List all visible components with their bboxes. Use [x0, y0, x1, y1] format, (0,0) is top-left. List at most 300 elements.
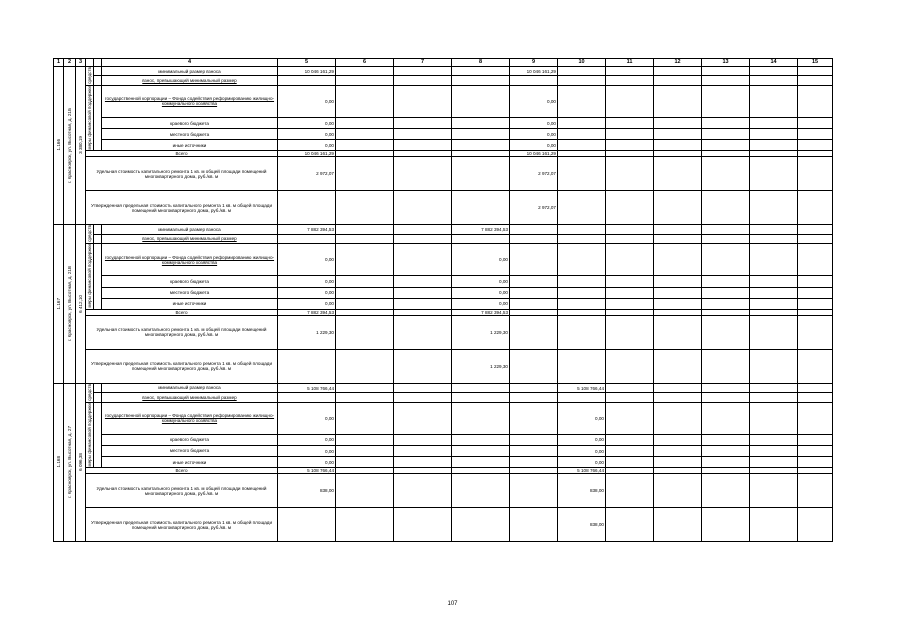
- header-row: [54, 59, 833, 67]
- value-cell: [394, 457, 452, 468]
- area-cell: [76, 225, 86, 383]
- item-label: взнос, превышающий минимальный размер: [102, 76, 278, 85]
- value-cell: [750, 298, 798, 309]
- value-cell: [702, 393, 750, 402]
- header-cell: 14: [750, 59, 798, 67]
- value-cell: [798, 67, 833, 76]
- value-cell: [750, 225, 798, 234]
- capital-repair-table: [53, 58, 833, 542]
- value-cell: [798, 508, 833, 542]
- support-cell: [86, 402, 94, 468]
- owners-funds-label: средств: [87, 67, 92, 84]
- value-cell: [510, 76, 558, 85]
- value-cell: [336, 474, 394, 508]
- value-cell: [336, 315, 394, 349]
- value-cell: [702, 157, 750, 191]
- value-cell: 0,00: [278, 434, 336, 445]
- subgroup-cell: [94, 402, 102, 468]
- item-label: Утвержденная предельная стоимость капитального ремонта 1 кв. м общей площади помещений многоквартирного дома, руб./кв. м: [86, 191, 278, 225]
- value-cell: [558, 276, 606, 287]
- subgroup-cell: [94, 393, 102, 402]
- item-label: местного бюджета: [102, 129, 278, 140]
- value-cell: [558, 118, 606, 129]
- owners-funds-label: средств: [87, 383, 92, 401]
- subgroup-cell: [94, 67, 102, 76]
- value-cell: [606, 298, 654, 309]
- value-cell: [336, 140, 394, 151]
- item-label: государственной корпорации – Фонда содействия реформированию жилищно-коммунального хозяйства: [102, 402, 278, 434]
- header-cell: 10: [558, 59, 606, 67]
- value-cell: [750, 191, 798, 225]
- table-row: [54, 140, 833, 151]
- value-cell: 0,00: [278, 276, 336, 287]
- value-cell: 0,00: [278, 244, 336, 276]
- item-label: местного бюджета: [102, 287, 278, 298]
- item-label: иные источники: [102, 298, 278, 309]
- table-row: [54, 276, 833, 287]
- value-cell: [278, 234, 336, 243]
- value-cell: [336, 383, 394, 392]
- header-cell: 2: [64, 59, 76, 67]
- value-cell: [654, 508, 702, 542]
- value-cell: [452, 445, 510, 456]
- value-cell: [510, 298, 558, 309]
- house-address: г. Красноярск, ул. Высотная, д. 21Б: [67, 107, 72, 183]
- value-cell: [606, 225, 654, 234]
- value-cell: 0,00: [278, 298, 336, 309]
- value-cell: [558, 298, 606, 309]
- header-cell: 15: [798, 59, 833, 67]
- value-cell: [798, 457, 833, 468]
- value-cell: [394, 349, 452, 383]
- value-cell: [394, 85, 452, 117]
- value-cell: [336, 118, 394, 129]
- value-cell: [654, 434, 702, 445]
- value-cell: [394, 287, 452, 298]
- value-cell: [452, 67, 510, 76]
- value-cell: [394, 76, 452, 85]
- value-cell: 838,00: [558, 508, 606, 542]
- item-label: Удельная стоимость капитального ремонта 1 кв. м общей площади помещений многоквартирного дома, руб./кв. м: [86, 157, 278, 191]
- value-cell: 1 229,30: [452, 349, 510, 383]
- value-cell: [654, 474, 702, 508]
- value-cell: 5 108 766,44: [278, 383, 336, 392]
- header-cell: 9: [510, 59, 558, 67]
- value-cell: [558, 315, 606, 349]
- value-cell: [278, 393, 336, 402]
- page-number: 107: [447, 601, 458, 607]
- header-cell: [86, 59, 94, 67]
- value-cell: [702, 287, 750, 298]
- header-cell: 3: [76, 59, 86, 67]
- value-cell: [654, 85, 702, 117]
- value-cell: 10 046 161,29: [278, 67, 336, 76]
- value-cell: [452, 118, 510, 129]
- table-row: [54, 393, 833, 402]
- value-cell: 7 882 394,53: [452, 309, 510, 315]
- table-row: [54, 434, 833, 445]
- value-cell: [394, 445, 452, 456]
- value-cell: [654, 234, 702, 243]
- value-cell: [702, 298, 750, 309]
- item-label: взнос, превышающий минимальный размер: [102, 234, 278, 243]
- value-cell: [798, 76, 833, 85]
- value-cell: [336, 225, 394, 234]
- value-cell: [798, 349, 833, 383]
- value-cell: [336, 276, 394, 287]
- value-cell: [452, 474, 510, 508]
- value-cell: [510, 225, 558, 234]
- value-cell: 838,00: [558, 474, 606, 508]
- value-cell: [336, 234, 394, 243]
- value-cell: [750, 457, 798, 468]
- value-cell: [798, 140, 833, 151]
- header-cell: 11: [606, 59, 654, 67]
- value-cell: [654, 383, 702, 392]
- table-row: [54, 402, 833, 434]
- header-cell: 6: [336, 59, 394, 67]
- value-cell: [654, 225, 702, 234]
- address-cell: [64, 225, 76, 383]
- table-row: [54, 508, 833, 542]
- header-cell: 8: [452, 59, 510, 67]
- value-cell: 0,00: [278, 287, 336, 298]
- table-row: [54, 67, 833, 76]
- value-cell: [336, 445, 394, 456]
- value-cell: [278, 191, 336, 225]
- value-cell: [510, 315, 558, 349]
- value-cell: [278, 349, 336, 383]
- table-row: [54, 349, 833, 383]
- value-cell: [510, 457, 558, 468]
- value-cell: [798, 393, 833, 402]
- value-cell: [394, 140, 452, 151]
- value-cell: [558, 244, 606, 276]
- value-cell: [798, 402, 833, 434]
- item-label: государственной корпорации – Фонда содействия реформированию жилищно-коммунального хозяйства: [102, 244, 278, 276]
- value-cell: 7 882 394,53: [278, 309, 336, 315]
- value-cell: [702, 402, 750, 434]
- value-cell: [336, 287, 394, 298]
- value-cell: [452, 508, 510, 542]
- value-cell: [394, 393, 452, 402]
- value-cell: [394, 225, 452, 234]
- house-area: 6 412,10: [78, 294, 83, 313]
- value-cell: [798, 276, 833, 287]
- value-cell: [394, 383, 452, 392]
- row-number: 1.166: [56, 139, 61, 151]
- value-cell: [702, 85, 750, 117]
- table-row: [54, 298, 833, 309]
- value-cell: [558, 67, 606, 76]
- row-number-cell: [54, 225, 64, 383]
- value-cell: 0,00: [452, 287, 510, 298]
- value-cell: [452, 383, 510, 392]
- value-cell: [750, 76, 798, 85]
- value-cell: [558, 225, 606, 234]
- item-label: минимальный размер взноса: [102, 383, 278, 392]
- value-cell: [558, 191, 606, 225]
- value-cell: [510, 445, 558, 456]
- row-number: 1.168: [56, 456, 61, 468]
- value-cell: 0,00: [278, 118, 336, 129]
- value-cell: [798, 383, 833, 392]
- item-label: взнос, превышающий минимальный размер: [102, 393, 278, 402]
- value-cell: [702, 76, 750, 85]
- value-cell: [606, 474, 654, 508]
- value-cell: [510, 434, 558, 445]
- value-cell: [654, 393, 702, 402]
- value-cell: [336, 129, 394, 140]
- value-cell: [394, 434, 452, 445]
- value-cell: 0,00: [278, 445, 336, 456]
- value-cell: [654, 315, 702, 349]
- value-cell: [394, 298, 452, 309]
- value-cell: [510, 393, 558, 402]
- item-label: краевого бюджета: [102, 434, 278, 445]
- value-cell: [606, 67, 654, 76]
- value-cell: [452, 234, 510, 243]
- value-cell: [750, 85, 798, 117]
- value-cell: 0,00: [278, 85, 336, 117]
- value-cell: 5 108 766,44: [558, 468, 606, 474]
- address-cell: [64, 67, 76, 225]
- header-cell: [94, 59, 102, 67]
- table-row: [54, 474, 833, 508]
- table-row: [54, 225, 833, 234]
- house-area: 6 096,38: [78, 453, 83, 471]
- value-cell: [654, 140, 702, 151]
- value-cell: [702, 244, 750, 276]
- table-row: [54, 244, 833, 276]
- value-cell: [750, 402, 798, 434]
- value-cell: 5 108 766,44: [278, 468, 336, 474]
- subgroup-cell: [94, 234, 102, 243]
- value-cell: [654, 457, 702, 468]
- value-cell: [798, 129, 833, 140]
- value-cell: 5 108 766,44: [558, 383, 606, 392]
- value-cell: [606, 118, 654, 129]
- value-cell: [558, 234, 606, 243]
- table-row: [54, 457, 833, 468]
- value-cell: [452, 402, 510, 434]
- item-label: Всего: [86, 468, 278, 474]
- value-cell: [336, 402, 394, 434]
- table-row: [54, 129, 833, 140]
- item-label: государственной корпорации – Фонда содействия реформированию жилищно-коммунального хозяйства: [102, 85, 278, 117]
- value-cell: [654, 244, 702, 276]
- value-cell: [336, 349, 394, 383]
- table-row: [54, 157, 833, 191]
- value-cell: [654, 349, 702, 383]
- value-cell: 7 882 394,53: [452, 225, 510, 234]
- value-cell: [336, 244, 394, 276]
- value-cell: [654, 287, 702, 298]
- value-cell: [394, 508, 452, 542]
- value-cell: [702, 474, 750, 508]
- value-cell: [606, 393, 654, 402]
- value-cell: [606, 445, 654, 456]
- value-cell: [394, 157, 452, 191]
- value-cell: 2 972,07: [510, 157, 558, 191]
- header-cell: 7: [394, 59, 452, 67]
- value-cell: [750, 445, 798, 456]
- value-cell: [452, 457, 510, 468]
- header-cell: 12: [654, 59, 702, 67]
- table-row: [54, 445, 833, 456]
- value-cell: [558, 349, 606, 383]
- owners-funds-cell: [86, 225, 94, 244]
- value-cell: 1 229,30: [452, 315, 510, 349]
- value-cell: [336, 67, 394, 76]
- item-label: Всего: [86, 151, 278, 157]
- value-cell: [798, 225, 833, 234]
- value-cell: [452, 393, 510, 402]
- value-cell: [336, 76, 394, 85]
- value-cell: 0,00: [452, 298, 510, 309]
- value-cell: [278, 76, 336, 85]
- value-cell: [702, 349, 750, 383]
- area-cell: [76, 67, 86, 225]
- value-cell: [394, 191, 452, 225]
- value-cell: [452, 434, 510, 445]
- value-cell: 10 046 161,29: [278, 151, 336, 157]
- value-cell: [336, 457, 394, 468]
- value-cell: [654, 298, 702, 309]
- value-cell: [394, 234, 452, 243]
- value-cell: [606, 85, 654, 117]
- value-cell: 0,00: [558, 402, 606, 434]
- value-cell: [510, 276, 558, 287]
- value-cell: 2 972,07: [510, 191, 558, 225]
- value-cell: [394, 402, 452, 434]
- support-label: меры финансовой поддержки: [87, 402, 92, 467]
- table-row: [54, 234, 833, 243]
- value-cell: [558, 157, 606, 191]
- value-cell: [606, 140, 654, 151]
- value-cell: [798, 474, 833, 508]
- value-cell: [750, 474, 798, 508]
- value-cell: [606, 315, 654, 349]
- value-cell: [510, 474, 558, 508]
- value-cell: [336, 85, 394, 117]
- value-cell: [702, 118, 750, 129]
- value-cell: [558, 140, 606, 151]
- item-label: Удельная стоимость капитального ремонта 1 кв. м общей площади помещений многоквартирного дома, руб./кв. м: [86, 474, 278, 508]
- value-cell: [750, 118, 798, 129]
- value-cell: 0,00: [452, 244, 510, 276]
- value-cell: 0,00: [278, 402, 336, 434]
- value-cell: 0,00: [558, 457, 606, 468]
- value-cell: [750, 244, 798, 276]
- item-label: минимальный размер взноса: [102, 67, 278, 76]
- value-cell: 0,00: [278, 457, 336, 468]
- value-cell: [750, 508, 798, 542]
- value-cell: [606, 402, 654, 434]
- value-cell: [702, 225, 750, 234]
- item-label: краевого бюджета: [102, 118, 278, 129]
- value-cell: [702, 508, 750, 542]
- value-cell: [750, 393, 798, 402]
- value-cell: [606, 287, 654, 298]
- value-cell: [798, 191, 833, 225]
- value-cell: 0,00: [452, 276, 510, 287]
- value-cell: 2 972,07: [278, 157, 336, 191]
- value-cell: [606, 129, 654, 140]
- row-number-cell: [54, 67, 64, 225]
- value-cell: [702, 276, 750, 287]
- subgroup-cell: [94, 85, 102, 151]
- table-row: [54, 287, 833, 298]
- row-number-cell: [54, 383, 64, 541]
- value-cell: [750, 434, 798, 445]
- value-cell: [510, 234, 558, 243]
- value-cell: [798, 298, 833, 309]
- value-cell: [750, 234, 798, 243]
- value-cell: [510, 349, 558, 383]
- value-cell: [750, 140, 798, 151]
- value-cell: 838,00: [278, 474, 336, 508]
- value-cell: [606, 157, 654, 191]
- value-cell: 10 046 161,29: [510, 151, 558, 157]
- value-cell: [798, 244, 833, 276]
- value-cell: [654, 67, 702, 76]
- value-cell: [394, 315, 452, 349]
- table-row: [54, 315, 833, 349]
- support-label: меры финансовой поддержки: [87, 85, 92, 150]
- header-cell: 5: [278, 59, 336, 67]
- value-cell: [606, 234, 654, 243]
- value-cell: [558, 129, 606, 140]
- value-cell: [654, 191, 702, 225]
- owners-funds-cell: [86, 383, 94, 402]
- value-cell: [702, 315, 750, 349]
- value-cell: [750, 129, 798, 140]
- house-address: г. Красноярск, ул. Высотная, д. 27: [67, 426, 72, 498]
- value-cell: [606, 457, 654, 468]
- header-cell: 4: [102, 59, 278, 67]
- value-cell: [798, 118, 833, 129]
- table-row: [54, 85, 833, 117]
- value-cell: [750, 157, 798, 191]
- value-cell: [654, 118, 702, 129]
- owners-funds-label: средств: [87, 225, 92, 243]
- house-area: 3 380,19: [78, 136, 83, 155]
- value-cell: [510, 402, 558, 434]
- value-cell: [278, 508, 336, 542]
- value-cell: [702, 383, 750, 392]
- subgroup-cell: [94, 383, 102, 392]
- value-cell: [452, 140, 510, 151]
- item-label: краевого бюджета: [102, 276, 278, 287]
- value-cell: 0,00: [510, 129, 558, 140]
- value-cell: [394, 67, 452, 76]
- item-label: Утвержденная предельная стоимость капитального ремонта 1 кв. м общей площади помещений многоквартирного дома, руб./кв. м: [86, 508, 278, 542]
- value-cell: [750, 383, 798, 392]
- value-cell: [606, 383, 654, 392]
- value-cell: [798, 234, 833, 243]
- value-cell: [654, 157, 702, 191]
- value-cell: [750, 315, 798, 349]
- owners-funds-cell: [86, 67, 94, 86]
- value-cell: [606, 76, 654, 85]
- value-cell: [336, 393, 394, 402]
- value-cell: [510, 244, 558, 276]
- table-row: [54, 76, 833, 85]
- value-cell: [750, 276, 798, 287]
- value-cell: 0,00: [278, 140, 336, 151]
- value-cell: [510, 508, 558, 542]
